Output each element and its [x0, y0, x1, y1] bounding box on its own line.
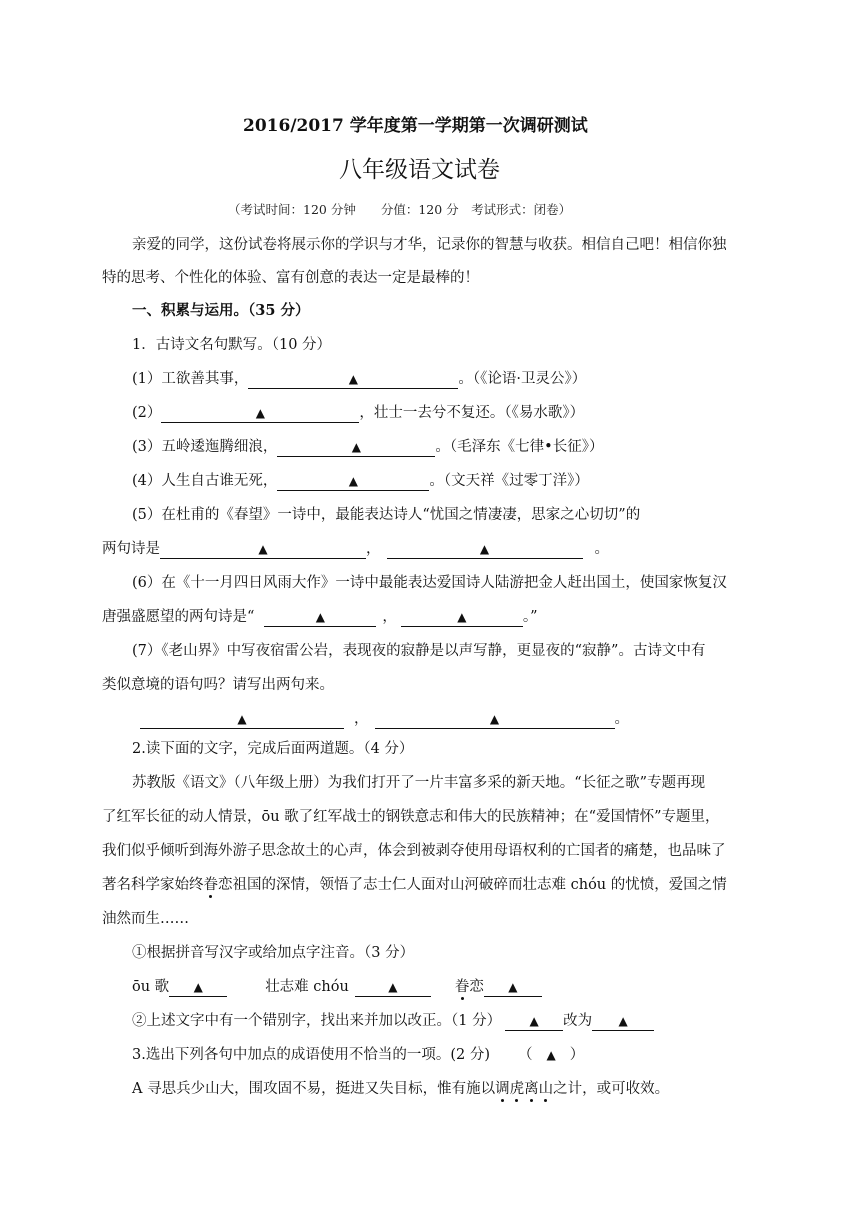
q2-sub-2-mid: 改为 — [563, 1013, 593, 1029]
dotted-char: 山 — [538, 1081, 554, 1097]
answer-blank[interactable] — [401, 609, 523, 627]
blank-marker: ▲ — [388, 980, 398, 994]
q2-passage-line-1: 苏教版《语文》（八年级上册）为我们打开了一片丰富多采的新天地。“长征之歌”专题再现 — [132, 775, 706, 791]
q1-stem: 1．古诗文名句默写。（10 分） — [132, 337, 332, 353]
q1-item-4 — [132, 471, 589, 491]
q1-item-7-line-2: 类似意境的语句吗？请写出两句来。 — [102, 677, 334, 693]
q1-item-7-sep: ， — [354, 711, 369, 727]
q1-item-5-end: 。 — [594, 541, 609, 557]
q2-stem: 2.读下面的文字，完成后面两道题。（4 分） — [132, 741, 414, 757]
q1-item-1-pre: (1）工欲善其事， — [132, 371, 249, 387]
blank-marker: ▲ — [529, 1014, 539, 1028]
dotted-char: 调 — [495, 1081, 510, 1097]
blank-marker: ▲ — [508, 980, 518, 994]
answer-blank[interactable] — [505, 1013, 563, 1031]
q1-item-1-post: 。（《论语·卫灵公》） — [458, 371, 587, 387]
q2-sub-1-answers — [132, 977, 542, 997]
blank-marker: ▲ — [237, 712, 247, 726]
answer-blank[interactable] — [387, 541, 583, 559]
q2-passage-line-3: 我们似乎倾听到海外游子思念故土的心声，体会到被剥夺使用母语权利的亡国者的痛楚，也品味了 — [102, 843, 726, 859]
q2-passage-line-4 — [102, 875, 727, 895]
blank-marker: ▲ — [348, 474, 358, 488]
dotted-char: 眷 — [203, 877, 218, 893]
q1-item-3 — [132, 437, 603, 457]
blank-marker: ▲ — [255, 406, 265, 420]
answer-blank[interactable] — [160, 541, 366, 559]
blank-marker: ▲ — [348, 372, 358, 386]
q2-passage-line-5: 油然而生…… — [102, 911, 189, 927]
answer-blank[interactable] — [140, 711, 344, 729]
answer-blank[interactable] — [161, 405, 359, 423]
q3-paren-open: （ — [517, 1047, 533, 1063]
q2-sub-1-b: 壮志难 chóu — [265, 979, 349, 995]
blank-marker: ▲ — [351, 440, 361, 454]
q2-sub-2 — [132, 1011, 654, 1031]
answer-blank[interactable] — [277, 473, 429, 491]
q2-sub-2-stem: ②上述文字中有一个错别字，找出来并加以改正。（1 分） — [132, 1013, 502, 1029]
q2-sub-1-c: 恋 — [469, 979, 484, 995]
q2-passage-line-2: 了红军长征的动人情景，ōu 歌了红军战士的钢铁意志和伟大的民族精神；在“爱国情怀”专题里， — [102, 809, 720, 825]
exam-title: 2016/2017 学年度第一学期第一次调研测试 — [243, 116, 588, 136]
intro-line-1: 亲爱的同学，这份试卷将展示你的学识与才华，记录你的智慧与收获。相信自己吧！相信你独 — [132, 237, 727, 253]
q1-item-7-line-3 — [140, 709, 629, 729]
q1-item-4-pre: (4）人生自古谁无死， — [132, 473, 278, 489]
exam-info: （考试时间：120 分钟 分值：120 分 考试形式：闭卷） — [228, 202, 572, 217]
q1-item-6-line-2 — [102, 607, 538, 627]
q2-passage-line-4-a: 著名科学家始终 — [102, 877, 204, 893]
q1-item-6-pre: 唐强盛愿望的两句诗是“ — [102, 609, 255, 625]
answer-blank[interactable] — [264, 609, 376, 627]
q2-sub-1: ①根据拼音写汉字或给加点字注音。（3 分） — [132, 945, 415, 961]
q1-item-6-end: 。” — [522, 609, 538, 625]
q1-item-7-end: 。 — [614, 711, 629, 727]
q3-option-a — [132, 1079, 669, 1099]
blank-marker: ▲ — [193, 980, 203, 994]
answer-blank[interactable] — [277, 439, 435, 457]
q3-stem-line — [132, 1045, 584, 1065]
blank-marker: ▲ — [315, 610, 326, 624]
q2-passage-line-4-b: 恋祖国的深情，领悟了志士仁人面对山河破碎而壮志难 chóu 的忧愤，爱国之情 — [218, 877, 727, 893]
blank-marker: ▲ — [457, 610, 467, 624]
section-heading: 一、积累与运用。（35 分） — [132, 302, 310, 319]
q1-item-3-post: 。（毛泽东《七律•长征》） — [435, 439, 604, 455]
blank-marker: ▲ — [258, 542, 268, 556]
q1-item-7-line-1: (7）《老山界》中写夜宿雷公岩，表现夜的寂静是以声写静，更显夜的“寂静”。古诗文中有 — [132, 643, 706, 659]
blank-marker: ▲ — [479, 542, 490, 556]
q1-item-5-sep: ， — [366, 541, 381, 557]
dotted-char: 离 — [524, 1081, 539, 1097]
q1-item-5-pre: 两句诗是 — [102, 541, 160, 557]
answer-blank[interactable] — [592, 1013, 654, 1031]
q1-item-5-line-1: (5）在杜甫的《春望》一诗中，最能表达诗人“忧国之情凄凄，思家之心切切”的 — [132, 507, 641, 523]
answer-marker[interactable]: ▲ — [546, 1048, 556, 1062]
answer-blank[interactable] — [355, 979, 431, 997]
q1-item-6-line-1: (6）在《十一月四日风雨大作》一诗中最能表达爱国诗人陆游把金人赶出国土，使国家恢复汉 — [132, 575, 727, 591]
q1-item-2-post: ，壮士一去兮不复还。（《易水歌》） — [359, 405, 585, 421]
dotted-char: 虎 — [509, 1081, 525, 1097]
q3-option-a-post: 之计，或可收效。 — [553, 1081, 670, 1097]
answer-blank[interactable] — [169, 979, 227, 997]
paper-title: 八年级语文试卷 — [339, 157, 500, 183]
q1-item-6-sep: ， — [382, 609, 397, 625]
q1-item-1 — [132, 369, 586, 389]
q3-stem: 3.选出下列各句中加点的成语使用不恰当的一项。(2 分) — [132, 1047, 490, 1063]
q1-item-4-post: 。（文天祥《过零丁洋》） — [429, 473, 589, 489]
q2-sub-1-a: ōu 歌 — [132, 979, 170, 995]
answer-blank[interactable] — [484, 979, 542, 997]
q3-paren-close: ） — [569, 1047, 585, 1063]
q3-option-a-pre: A 寻思兵少山大，围攻固不易，挺进又失目标，惟有施以 — [132, 1081, 496, 1097]
blank-marker: ▲ — [618, 1014, 628, 1028]
intro-line-2: 特的思考、个性化的体验、富有创意的表达一定是最棒的！ — [102, 270, 479, 286]
dotted-char: 眷 — [454, 979, 470, 995]
answer-blank[interactable] — [248, 371, 458, 389]
q1-item-5-line-2 — [102, 539, 609, 559]
answer-blank[interactable] — [375, 711, 615, 729]
q1-item-2-pre: (2） — [132, 405, 162, 421]
q1-item-3-pre: (3）五岭逶迤腾细浪， — [132, 439, 278, 455]
q1-item-2 — [132, 403, 584, 423]
blank-marker: ▲ — [489, 712, 500, 726]
